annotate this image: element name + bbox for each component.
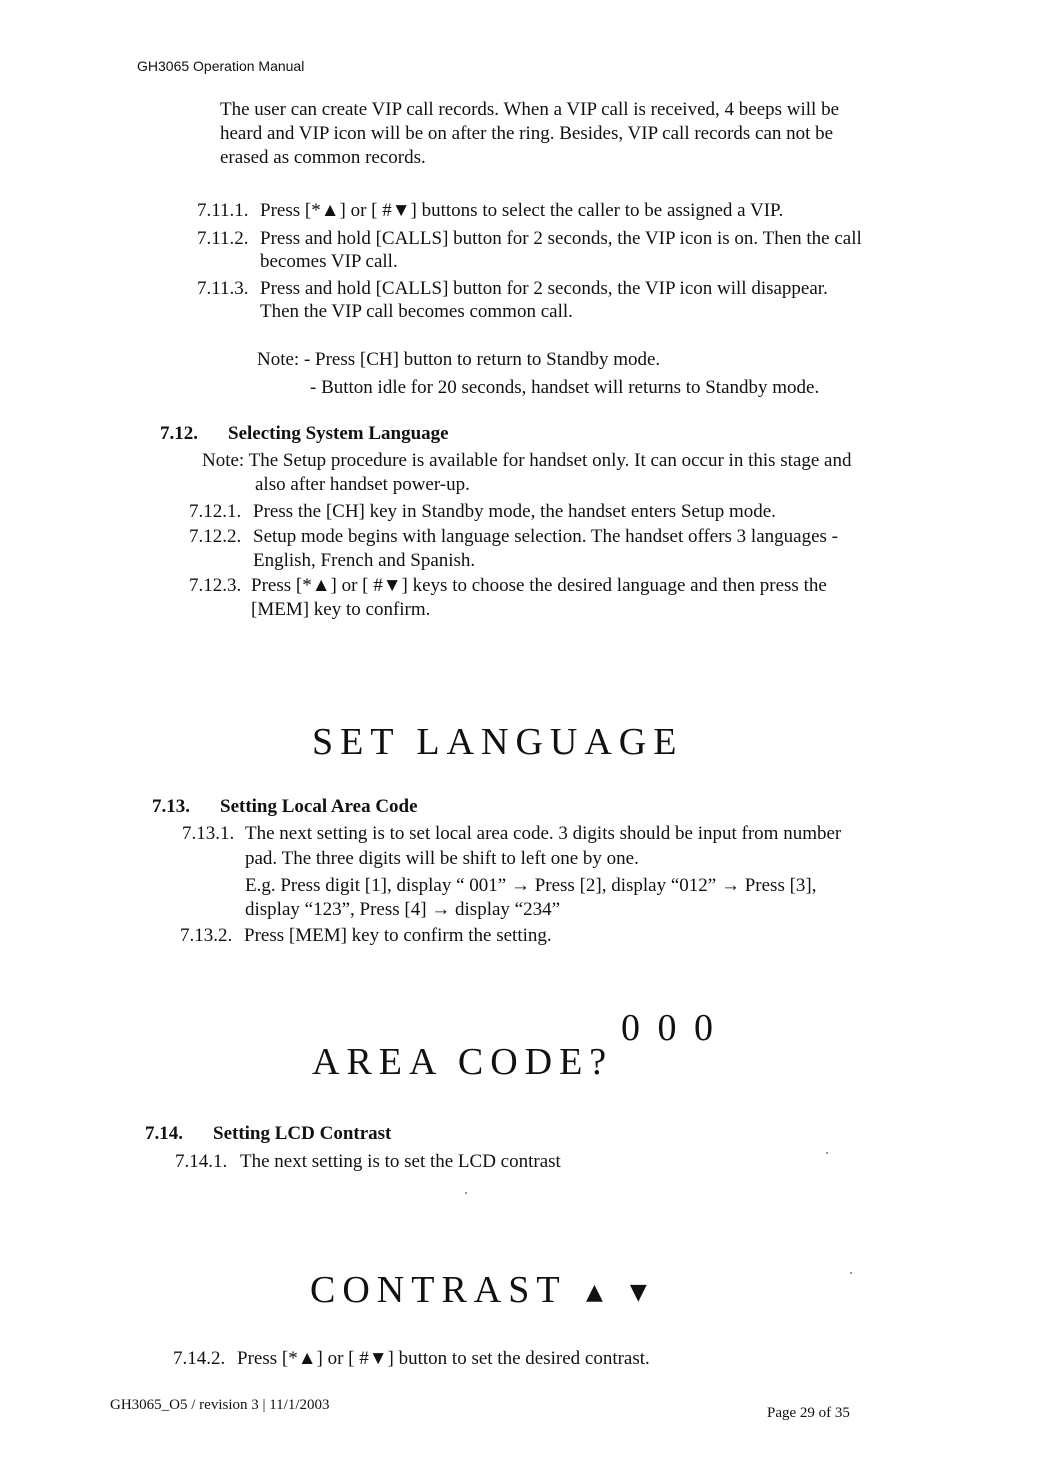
intro-line-2: heard and VIP icon will be on after the ring. Besides, VIP call records can not be (220, 123, 834, 144)
section-title: Selecting System Language (228, 423, 449, 444)
note-line: Note: The Setup procedure is available for handset only. It can occur in this stage and (202, 450, 852, 471)
scan-speck (850, 1272, 852, 1274)
item-number: 7.12.3. (189, 575, 242, 596)
item-number: 7.12.2. (189, 526, 242, 547)
lcd-display-set-language: SET LANGUAGE (312, 721, 684, 763)
lcd-display-digits: 0 0 0 (621, 1007, 717, 1049)
section-title: Setting LCD Contrast (213, 1123, 392, 1144)
item-text: Then the VIP call becomes common call. (260, 301, 573, 322)
item-text: Press [*▲] or [ #▼] buttons to select the caller to be assigned a VIP. (260, 200, 784, 221)
item-text: Setup mode begins with language selection. The handset offers 3 languages - (253, 526, 838, 547)
lcd-display-contrast: CONTRAST (310, 1269, 567, 1311)
intro-line-1: The user can create VIP call records. When a VIP call is received, 4 beeps will be (220, 99, 840, 120)
scan-speck (826, 1152, 828, 1154)
item-text: Press the [CH] key in Standby mode, the handset enters Setup mode. (253, 501, 776, 522)
note-line: - Button idle for 20 seconds, handset will returns to Standby mode. (310, 377, 820, 398)
item-text: The next setting is to set local area code. 3 digits should be input from number (245, 823, 842, 844)
item-number: 7.11.3. (197, 278, 249, 299)
section-title: Setting Local Area Code (220, 796, 418, 817)
lcd-display-area-code: AREA CODE? (312, 1041, 614, 1083)
item-number: 7.14.2. (173, 1348, 226, 1369)
footer-revision: GH3065_O5 / revision 3 | 11/1/2003 (110, 1397, 330, 1413)
section-number: 7.13. (152, 796, 190, 817)
item-text: Press [*▲] or [ #▼] button to set the desired contrast. (237, 1348, 650, 1369)
note-line: Note: - Press [CH] button to return to Standby mode. (257, 349, 661, 370)
item-number: 7.13.1. (182, 823, 235, 844)
section-number: 7.14. (145, 1123, 183, 1144)
item-number: 7.13.2. (180, 925, 233, 946)
contrast-arrows-icon: ▲ ▼ (586, 1280, 657, 1305)
note-line: also after handset power-up. (255, 474, 470, 495)
item-text: becomes VIP call. (260, 251, 398, 272)
footer-page-number: Page 29 of 35 (767, 1405, 850, 1421)
item-text: Press [MEM] key to confirm the setting. (244, 925, 552, 946)
item-text: E.g. Press digit [1], display “ 001” → Press [2], display “012” → Press [3], (245, 875, 817, 896)
item-text: Press and hold [CALLS] button for 2 seconds, the VIP icon is on. Then the call (260, 228, 862, 249)
section-number: 7.12. (160, 423, 198, 444)
item-number: 7.11.1. (197, 200, 249, 221)
item-text: The next setting is to set the LCD contrast (240, 1151, 561, 1172)
running-header: GH3065 Operation Manual (137, 58, 305, 74)
item-text: Press [*▲] or [ #▼] keys to choose the desired language and then press the (251, 575, 827, 596)
scan-speck (465, 1192, 467, 1194)
item-number: 7.11.2. (197, 228, 249, 249)
intro-line-3: erased as common records. (220, 147, 426, 168)
item-number: 7.12.1. (189, 501, 242, 522)
item-text: Press and hold [CALLS] button for 2 seconds, the VIP icon will disappear. (260, 278, 828, 299)
item-text: English, French and Spanish. (253, 550, 476, 571)
item-text: [MEM] key to confirm. (251, 599, 431, 620)
item-text: pad. The three digits will be shift to left one by one. (245, 848, 639, 869)
item-number: 7.14.1. (175, 1151, 228, 1172)
item-text: display “123”, Press [4] → display “234” (245, 899, 561, 920)
